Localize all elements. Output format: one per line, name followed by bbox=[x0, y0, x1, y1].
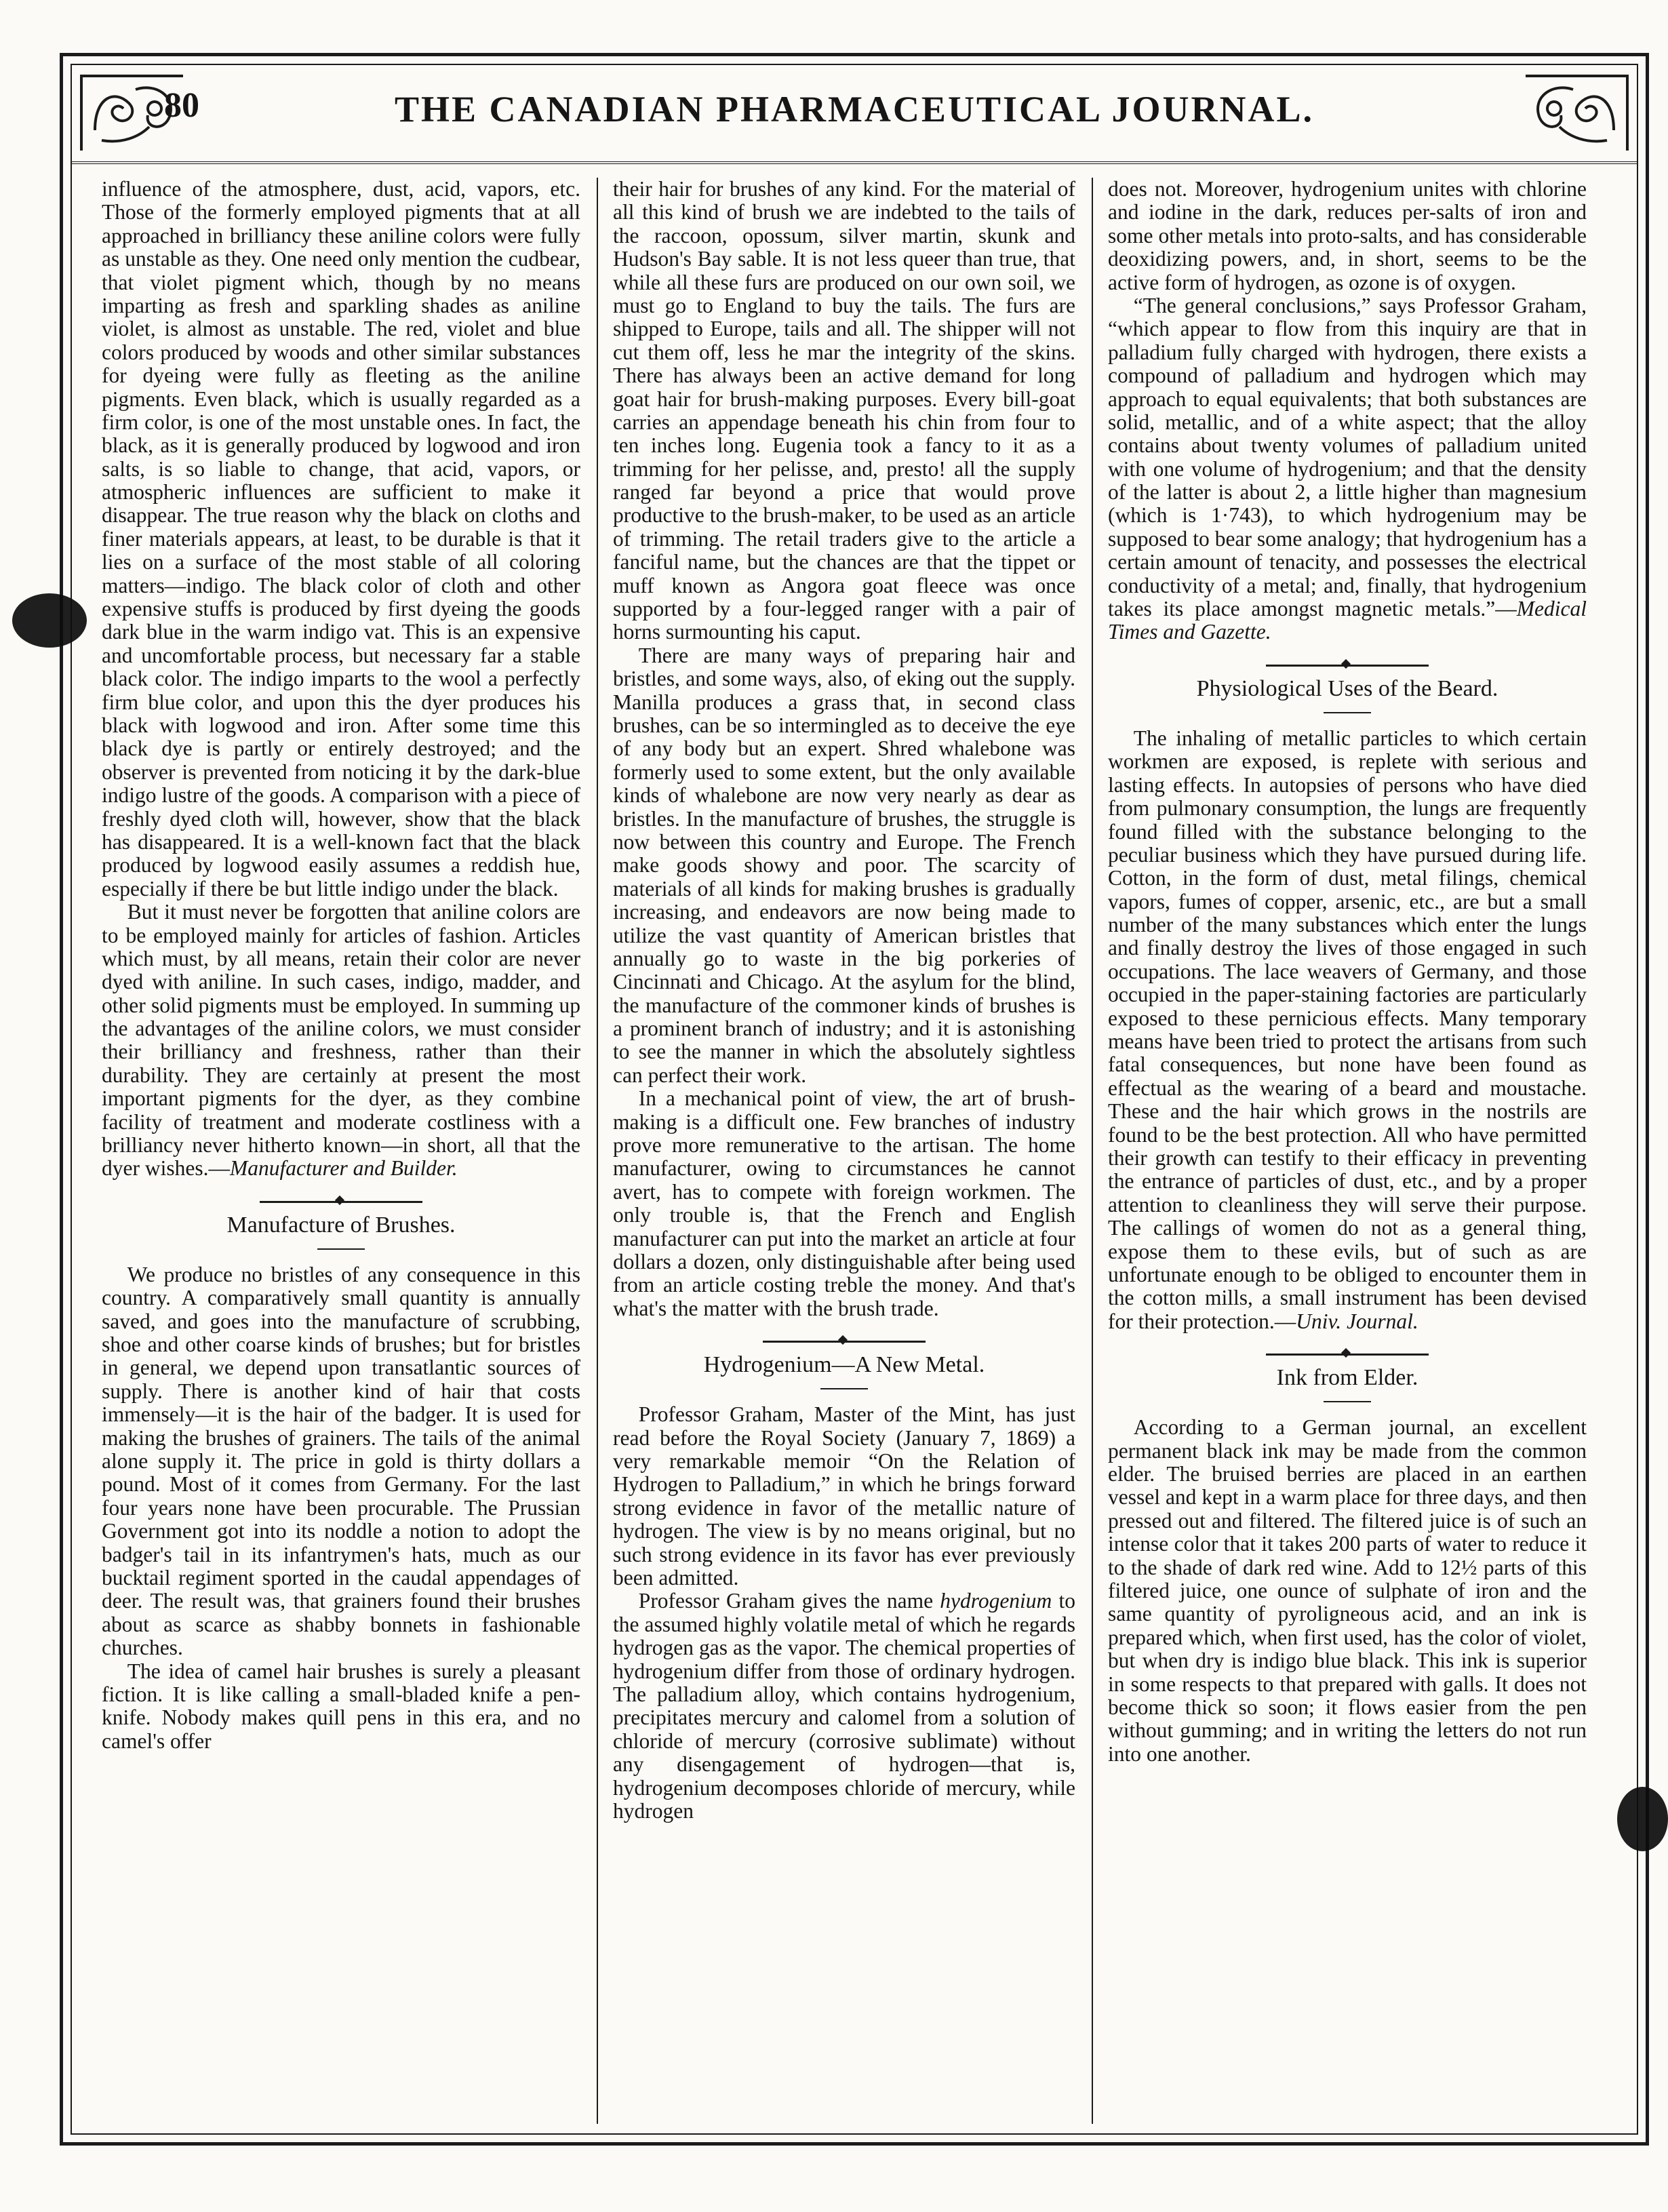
paragraph: their hair for brushes of any kind. For the material of all this kind of brush we are indebted to the tails of the raccoon, opossum, silver martin, skunk and Hudson's Bay sable. It is not less queer than true, that while all these furs are produced on our own soil, we must go to England to buy the tails. The furs are shipped to Europe, tails and all. The shipper will not cut them off, less he mar the integrity of the skins. There has always been an active demand for long goat hair for brush-making purposes. Every bill-goat carries an appendage beneath his chin from four to ten inches long. Eugenia took a fancy to it as a trimming for her pelisse, and, presto! all the supply ranged far beyond a price that would prove productive to the brush-maker, to be used as an article of trimming. The retail traders give to the article a fanciful name, but the chances are that the tippet or muff known as Angora goat fleece was once supported by a four-legged ranger with a pair of horns surmounting his caput. bbox=[613, 178, 1075, 644]
section-title: Physiological Uses of the Beard. bbox=[1196, 675, 1498, 701]
section-divider bbox=[1266, 1354, 1429, 1356]
source-citation: Univ. Journal. bbox=[1296, 1309, 1418, 1333]
column-right bbox=[1092, 178, 1587, 2131]
paragraph bbox=[1108, 294, 1587, 644]
source-citation: Manufacturer and Builder. bbox=[229, 1156, 458, 1181]
emphasis-term: hydrogenium bbox=[940, 1589, 1052, 1613]
page-header bbox=[71, 65, 1638, 164]
ornament-icon bbox=[1519, 69, 1634, 157]
section-divider bbox=[763, 1341, 926, 1343]
section-title: Ink from Elder. bbox=[1276, 1365, 1418, 1391]
paragraph: According to a German journal, an excellent permanent black ink may be made from the common elder. The bruised berries are placed in an earthen vessel and kept in a warm place for three days, and then pressed out and filtered. The filtered juice is of such an intense color that it takes 200 parts of water to reduce it to the shade of dark red wine. Add to 12½ parts of this filtered juice, one ounce of sulphate of iron and the same quantity of pyroligneous acid, and an ink is prepared which, when first used, has the color of violet, but when dry is indigo blue black. This ink is superior in some respects to that prepared with galls. It does not become thick so soon; it flows easier from the pen without gumming; and in writing the letters do not run into one another. bbox=[1108, 1415, 1587, 1766]
paragraph-text: The inhaling of metallic particles to which certain workmen are exposed, is replete with serious and lasting effects. In autopsies of persons who have died from pulmonary consumption, the lungs are frequently found filled with the substance belonging to the peculiar business which they have pursued during life. Cotton, in the form of dust, metal filings, chemical vapors, fumes of copper, arsenic, etc., are but a small number of the many substances which enter the lungs and finally destroy the lives of those engaged in such occupations. The lace weavers of Germany, and those occupied in the paper-staining factories are particularly exposed to these pernicious effects. Many temporary means have been tried to protect the artisans from such fatal consequences, but none have been found as effectual as the wearing of a beard and moustache. These and the hair which grows in the nostrils are found to be the best protection. All who have permitted their growth can testify to their efficacy in preventing the entrance of particles of dust, etc., and by a proper attention to cleanliness they will serve their purpose. The callings of women do not as a general thing, expose them to these evils, but of such as are unfortunate enough to be obliged to encounter them in the cotton mills, a small instrument has been devised for their protection.— bbox=[1108, 726, 1587, 1333]
paragraph-text: to the assumed highly volatile metal of which he regards hydrogen gas as the vapor. The chemical properties of hydrogenium differ from those of ordinary hydrogen. The palladium alloy, which contains hydrogenium, precipitates mercury and calomel from a solution of chloride of mercury (corrosive sublimate) without any disengagement of hydrogen—that is, hydrogenium decomposes chloride of mercury, while hydrogen bbox=[613, 1589, 1075, 1823]
paragraph bbox=[1108, 727, 1587, 1333]
page-number: 80 bbox=[164, 86, 199, 125]
source-citation: Medical Times and Gazette. bbox=[1108, 597, 1587, 644]
section-divider bbox=[1266, 665, 1429, 667]
paragraph bbox=[102, 901, 580, 1181]
paragraph bbox=[613, 1589, 1075, 1823]
section-title: Hydrogenium—A New Metal. bbox=[703, 1352, 985, 1378]
paragraph: Professor Graham, Master of the Mint, has just read before the Royal Society (January 7, 1869) a very remarkable memoir “On the Relation of Hydrogen to Palladium,” in which he brings forward strong evidence in favor of the metallic nature of hydrogen. The view is by no means original, but no such strong evidence in its favor has ever previously been admitted. bbox=[613, 1402, 1075, 1589]
paragraph: influence of the atmosphere, dust, acid, vapors, etc. Those of the formerly employed pigments that at all approached in brilliancy these aniline colors were fully as unstable as they. One need only mention the cudbear, that violet pigment which, though by no means imparting as fresh and sparkling shades as aniline violet, is almost as unstable. The red, violet and blue colors produced by woods and other similar substances for dyeing were fully as fleeting as the aniline pigments. Even black, which is usually regarded as a firm color, is one of the most unstable ones. In fact, the black, as it is generally produced by logwood and iron salts, is so liable to change, that acid, vapors, or atmospheric influences are sufficient to make it disappear. The true reason why the black on cloths and finer materials appears, at least, to be durable is that it lies on a surface of the most stable of all coloring matters—indigo. The black color of cloth and other expensive stuffs is produced by first dyeing the goods dark blue in the warm indigo vat. This is an expensive and uncomfortable process, but necessary far a stable black color. The indigo imparts to the wool a perfectly firm blue color, and upon this the dyer produces his black with logwood and iron. After some time this black dye is partly or entirely destroyed; and the observer is prevented from noticing it by the dark-blue indigo lustre of the goods. A comparison with a piece of freshly dyed cloth will, however, show that the black has disappeared. It is a well-known fact that the black produced by logwood easily assumes a reddish hue, especially if there be but little indigo under the black. bbox=[102, 178, 580, 901]
title-rule bbox=[1324, 712, 1371, 713]
section-title: Manufacture of Brushes. bbox=[226, 1212, 456, 1238]
paragraph-text: Professor Graham gives the name bbox=[638, 1589, 940, 1613]
paragraph: We produce no bristles of any consequence in this country. A comparatively small quantity is annually saved, and goes into the manufacture of scrubbing, shoe and other coarse kinds of brushes; but for bristles in general, we depend upon transatlantic sources of supply. There is another kind of hair that costs immensely—it is the hair of the badger. It is used for making the brushes of grainers. The tails of the animal alone supply it. The price in gold is thirty dollars a pound. Most of it comes from Germany. For the last four years none have been procurable. The Prussian Government got into its noddle a notion to adopt the badger's tail in its infantrymen's hats, much as our bucktail regiment sported in the caudal appendages of deer. The result was, that grainers found their brushes about as scarce as shabby bonnets in fashionable churches. bbox=[102, 1262, 580, 1660]
section-divider bbox=[260, 1201, 422, 1203]
journal-title: THE CANADIAN PHARMACEUTICAL JOURNAL. bbox=[394, 89, 1315, 130]
title-rule bbox=[317, 1248, 365, 1250]
paragraph-text: But it must never be forgotten that aniline colors are to be employed mainly for articles of fashion. Articles which must, by all means, retain their color are never dyed with aniline. In such cases, indigo, madder, and other solid pigments must be employed. In summing up the advantages of the aniline colors, we must consider their brilliancy and freshness, rather than their durability. They are certainly at present the most important pigments for the dyer, as they combine facility of treatment and moderate costliness with a brilliancy never hitherto known—in short, all that the dyer wishes.— bbox=[102, 900, 580, 1181]
title-rule bbox=[1324, 1401, 1371, 1402]
title-rule bbox=[820, 1388, 868, 1389]
paragraph: In a mechanical point of view, the art of brush-making is a difficult one. Few branches of industry prove more remunerative to the artisan. The home manufacturer, owing to circumstances he cannot avert, has to compete with foreign workmen. The only trouble is, that the French and English manufacturer can put into the market an article at four dollars a dozen, only distinguishable after being used from an article costing treble the money. And that's what's the matter with the brush trade. bbox=[613, 1086, 1075, 1320]
paragraph: does not. Moreover, hydrogenium unites with chlorine and iodine in the dark, reduces per-salts of iron and some other metals into proto-salts, and has considerable deoxidizing powers, and, in short, seems to be the active form of hydrogen, as ozone is of oxygen. bbox=[1108, 178, 1587, 294]
column-left bbox=[102, 178, 597, 2131]
paragraph-text: “The general conclusions,” says Professor Graham, “which appear to flow from this inquiry are that in palladium fully charged with hydrogen, there exists a compound of palladium and hydrogen which may approach to equal equivalents; that both substances are solid, metallic, and of a white aspect; that the alloy contains about twenty volumes of palladium united with one volume of hydrogenium; and that the density of the latter is about 2, a little higher than magnesium (which is 1·743), to which hydrogenium may be supposed to bear some analogy; that hydrogenium has a certain amount of tenacity, and possesses the electrical conductivity of a metal; and, finally, that hydrogenium takes its place amongst magnetic metals.”— bbox=[1108, 293, 1587, 621]
paragraph: There are many ways of preparing hair and bristles, and some ways, also, of eking out the supply. Manilla produces a grass that, in second class brushes, can be so intermingled as to deceive the eye of any body but an expert. Shred whalebone was formerly used to some extent, but the only available kinds of whalebone are now very nearly as dear as bristles. In the manufacture of brushes, the struggle is now between this country and Europe. The French make goods showy and poor. The scarcity of materials of all kinds for making brushes is gradually increasing, and endeavors are now being made to utilize the vast quantity of American bristles that annually go to waste in the big porkeries of Cincinnati and Chicago. At the asylum for the blind, the manufacture of the commoner kinds of brushes is a prominent branch of industry; and it is astonishing to see the manner in which the absolutely sightless can perfect their work. bbox=[613, 643, 1075, 1087]
column-middle bbox=[597, 178, 1092, 2131]
ink-blot bbox=[12, 593, 87, 648]
paragraph: The idea of camel hair brushes is surely a pleasant fiction. It is like calling a small-bladed knife a pen-knife. Nobody makes quill pens in this era, and no camel's offer bbox=[102, 1659, 580, 1753]
ink-blot bbox=[1617, 1787, 1668, 1851]
